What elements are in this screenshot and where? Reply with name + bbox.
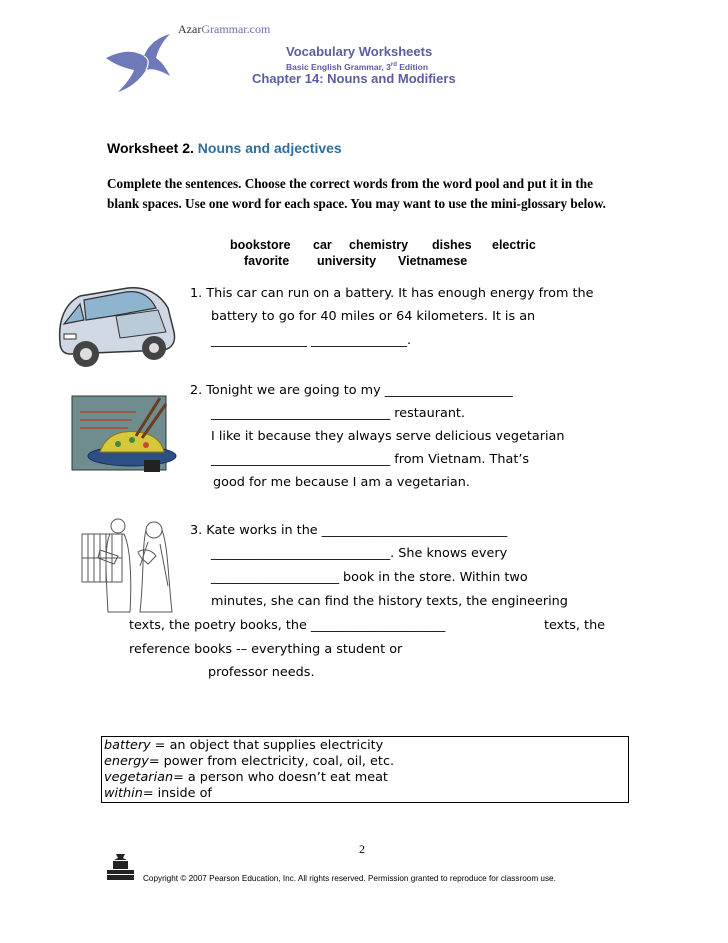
q2-line-4: ____________________________ from Vietnam. That’s — [211, 452, 530, 467]
students-reading-image — [78, 516, 186, 616]
swallow-logo-icon — [104, 28, 174, 94]
noodle-dish-image — [66, 390, 186, 484]
glossary-entry: battery = an object that supplies electricity — [104, 738, 384, 753]
q1-line-2: battery to go for 40 miles or 64 kilometers. It is an — [211, 309, 536, 324]
q3-line-6: reference books -– everything a student or — [129, 642, 403, 657]
q2-line-5: good for me because I am a vegetarian. — [213, 475, 470, 490]
pool-word: bookstore — [230, 238, 291, 252]
q3-line-4: minutes, she can find the history texts, the engineering — [211, 594, 568, 609]
glossary-entry: vegetarian= a person who doesn’t eat meat — [104, 770, 388, 785]
pool-word: university — [317, 254, 377, 268]
pearson-longman-logo — [107, 852, 134, 880]
q2-line-1: 2. Tonight we are going to my ____________________ — [190, 383, 513, 398]
electric-car-image — [50, 282, 180, 372]
q3-line-7: professor needs. — [208, 665, 315, 680]
chapter-title: Chapter 14: Nouns and Modifiers — [252, 71, 456, 86]
pool-word: car — [313, 238, 332, 252]
q1-line-3: _______________ _______________. — [211, 333, 412, 348]
pool-word: favorite — [244, 254, 290, 268]
q3-line-3: ____________________ book in the store. Within two — [211, 570, 528, 585]
header-title: Vocabulary Worksheets — [286, 44, 433, 59]
q1-line-1: 1. This car can run on a battery. It has enough energy from the — [190, 286, 594, 301]
publisher-logo-icon — [107, 852, 134, 880]
pool-word: chemistry — [349, 238, 409, 252]
mini-glossary — [101, 736, 629, 803]
q3-line-5b: texts, the — [544, 618, 606, 633]
glossary-entry: energy= power from electricity, coal, oil, etc. — [104, 754, 395, 769]
q3-line-2: ____________________________. She knows every — [211, 546, 508, 561]
glossary-entry: within= inside of — [104, 786, 212, 801]
page-number: 2 — [359, 842, 365, 856]
q2-line-3: I like it because they always serve delicious vegetarian — [211, 429, 565, 444]
brand-name: AzarGrammar.com — [178, 22, 271, 36]
pool-word: dishes — [432, 238, 472, 252]
pool-word: Vietnamese — [398, 254, 468, 268]
copyright-notice: Copyright © 2007 Pearson Education, Inc. All rights reserved. Permission granted to reproduce for classroom use. — [143, 874, 556, 883]
pool-word: electric — [492, 238, 536, 252]
q2-line-2: ____________________________ restaurant. — [211, 406, 466, 421]
q3-line-1: 3. Kate works in the _____________________________ — [190, 523, 508, 538]
q3-line-5a: texts, the poetry books, the _____________________ — [129, 618, 446, 633]
instructions: Complete the sentences. Choose the correct words from the word pool and put it in the blank spaces. Use one word for each space. You may want to use the mini-glossary below. — [107, 176, 606, 211]
header-subtitle: Basic English Grammar, 3rd Edition — [286, 62, 429, 72]
worksheet-title: Worksheet 2. Nouns and adjectives — [107, 140, 342, 156]
